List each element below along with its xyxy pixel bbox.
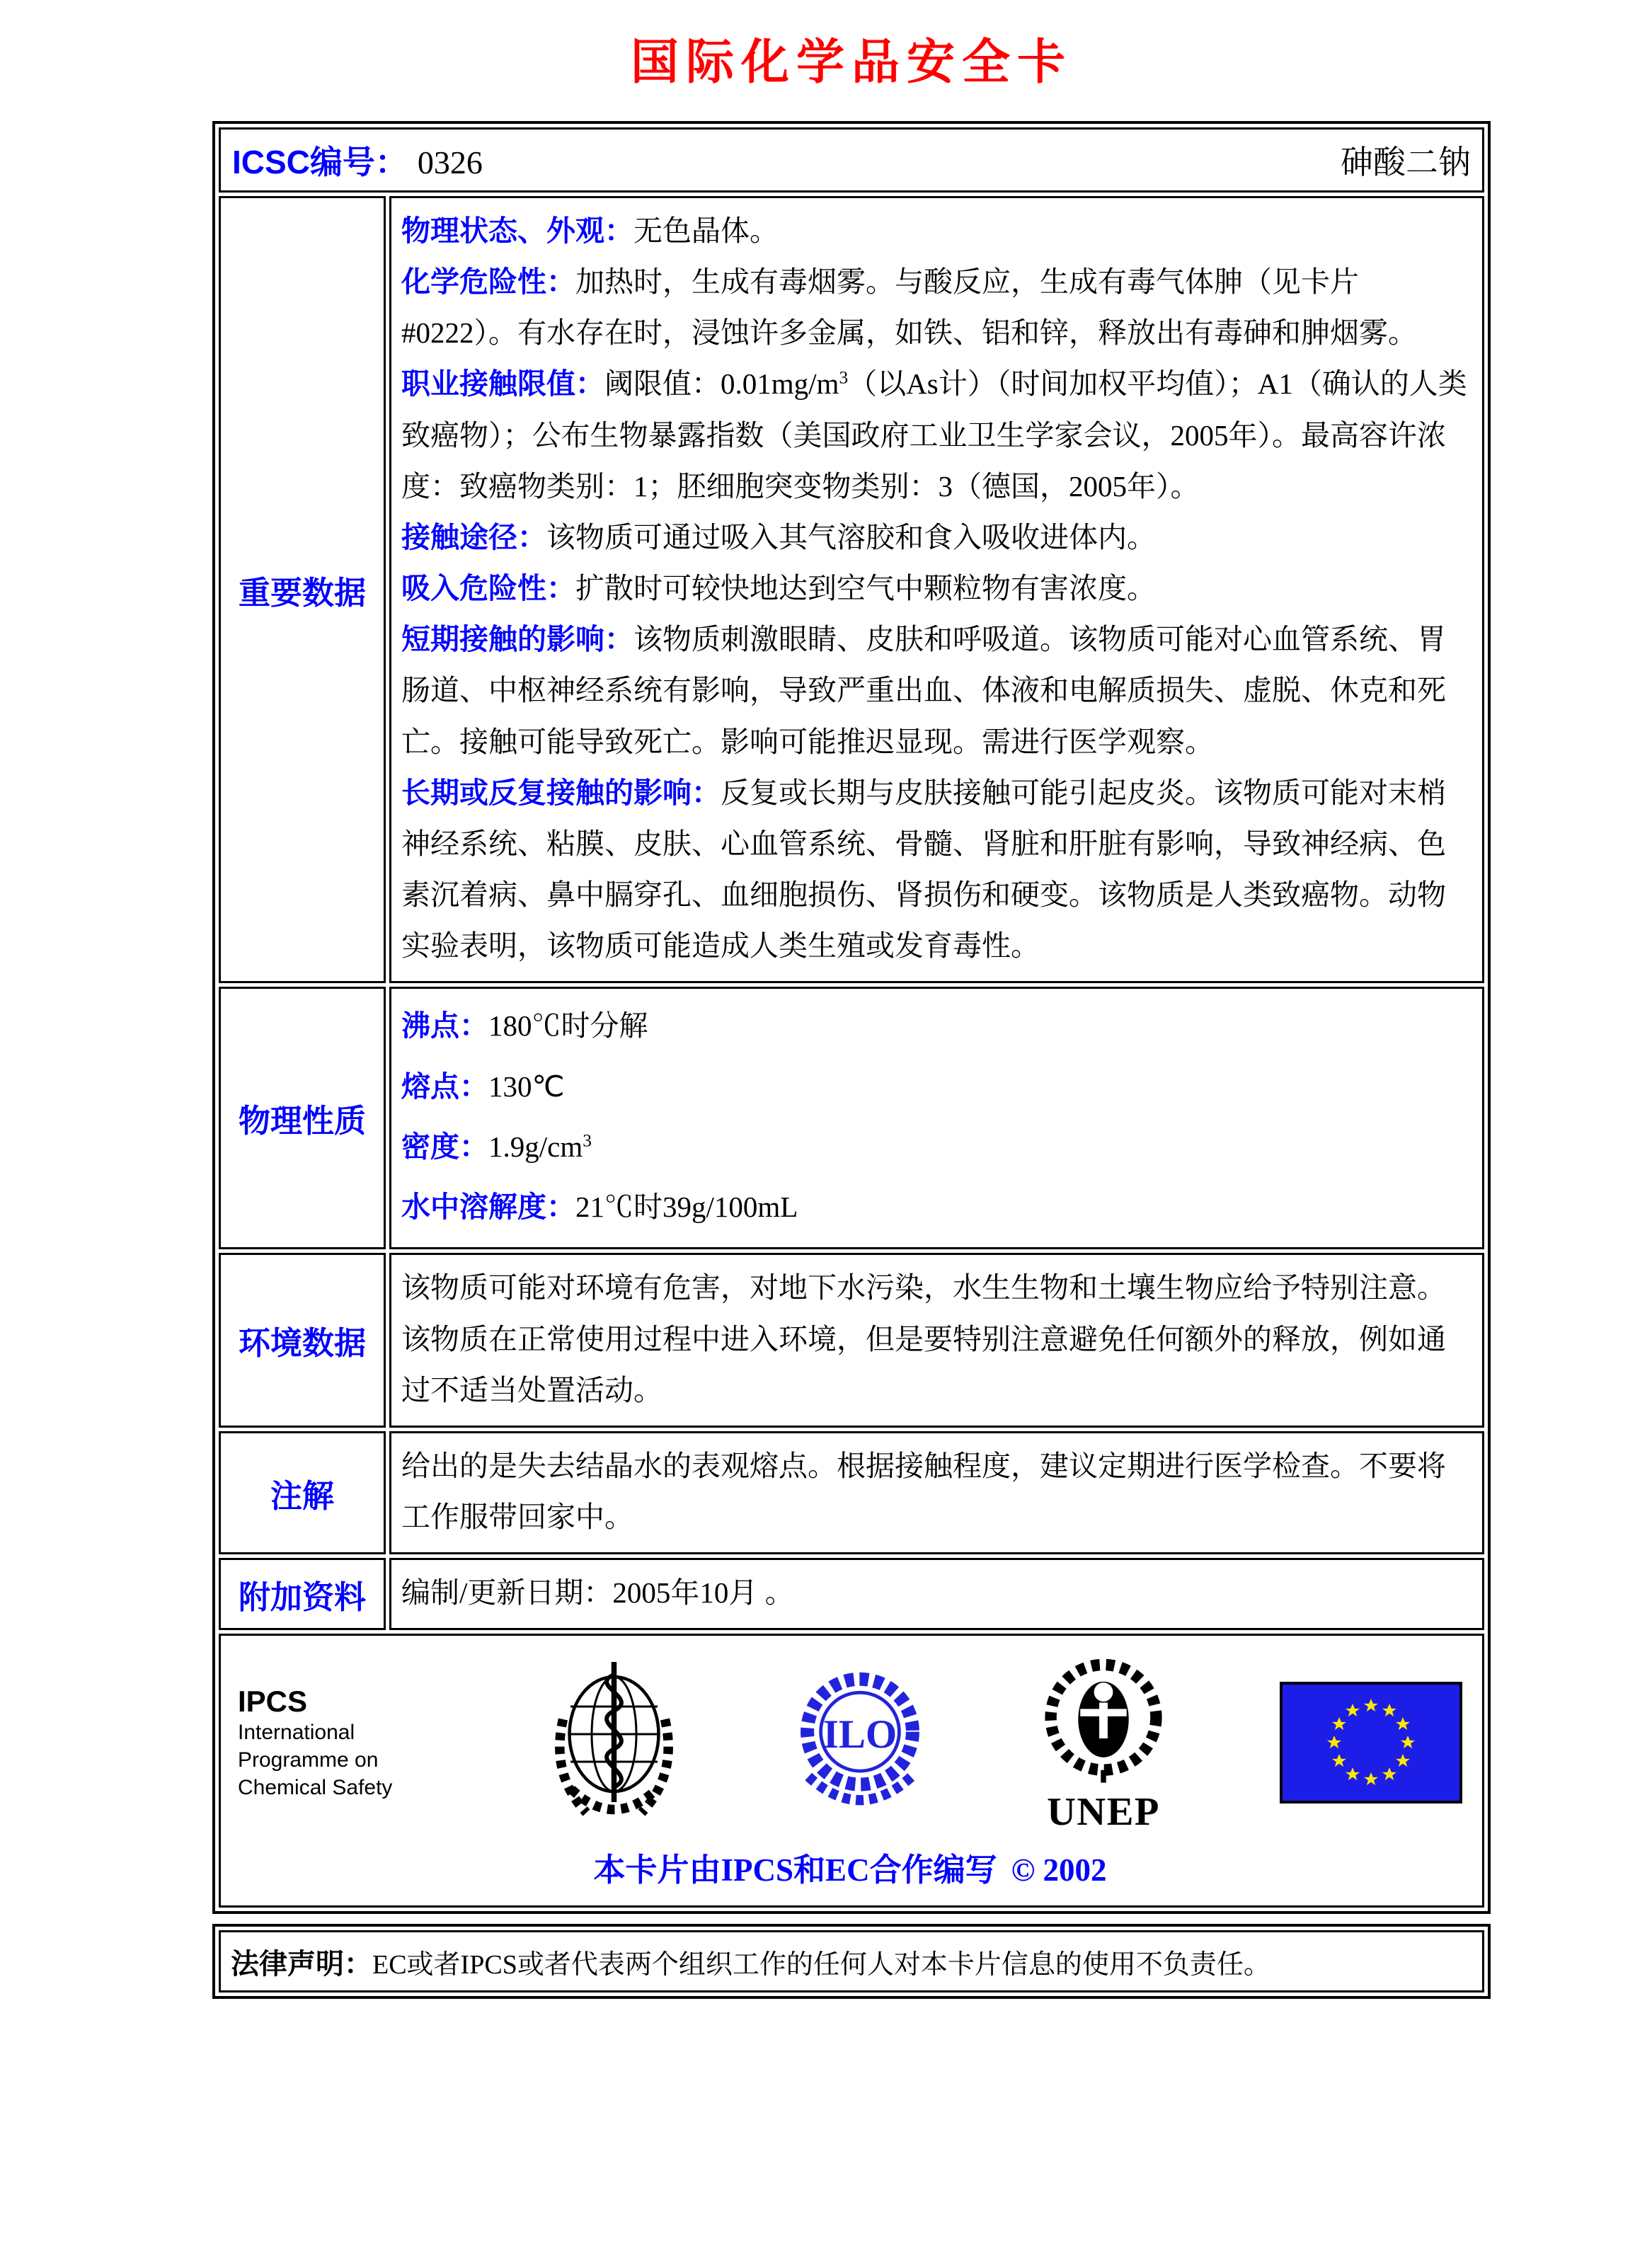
notes-text: 给出的是失去结晶水的表观熔点。根据接触程度，建议定期进行医学检查。不要将工作服带回家中。 bbox=[401, 1449, 1446, 1534]
environmental-data-row-label: 环境数据 bbox=[219, 1253, 386, 1427]
unep-caption: UNEP bbox=[1046, 1790, 1160, 1832]
icsc-main-table bbox=[212, 121, 1491, 1914]
logos-cell bbox=[219, 1634, 1484, 1908]
ipcs-text-block bbox=[238, 1685, 436, 1801]
icsc-number-value: 0326 bbox=[417, 144, 483, 180]
important-data-content bbox=[389, 196, 1484, 983]
physical-properties-row bbox=[219, 987, 1484, 1249]
short-term-effects-item: 短期接触的影响：该物质刺激眼睛、皮肤和呼吸道。该物质可能对心血管系统、胃肠道、中枢神经系统有影响，导致严重出血、体液和电解质损失、虚脱、休克和死亡。接触可能导致死亡。影响可能推迟显现。需进行医学观察。 bbox=[401, 623, 1446, 758]
inhalation-risk-item: 吸入危险性：扩散时可较快地达到空气中颗粒物有害浓度。 bbox=[401, 572, 1156, 605]
legal-label: 法律声明： bbox=[231, 1948, 372, 1980]
additional-info-row bbox=[219, 1558, 1484, 1630]
additional-info-row-label: 附加资料 bbox=[219, 1558, 386, 1630]
long-term-effects-item: 长期或反复接触的影响：反复或长期与皮肤接触可能引起皮炎。该物质可能对末梢神经系统、粘膜、皮肤、心血管系统、骨髓、肾脏和肝脏有影响，导致神经病、色素沉着病、鼻中膈穿孔、血细胞损伤、肾损伤和硬变。该物质是人类致癌物。动物实验表明，该物质可能造成人类生殖或发育毒性。 bbox=[401, 776, 1446, 963]
notes-content bbox=[389, 1431, 1484, 1554]
legal-text: EC或者IPCS或者代表两个组织工作的任何人对本卡片信息的使用不负责任。 bbox=[372, 1949, 1270, 1980]
water-solubility-item: 水中溶解度：21℃时39g/100mL bbox=[401, 1191, 798, 1224]
ipcs-subtitle: International Programme on Chemical Safety bbox=[238, 1720, 393, 1799]
logos-row bbox=[219, 1634, 1484, 1908]
physical-properties-content bbox=[389, 987, 1484, 1249]
eu-flag-icon bbox=[1280, 1682, 1462, 1804]
ilo-logo-icon bbox=[793, 1660, 927, 1826]
safety-card-page bbox=[212, 0, 1491, 1999]
additional-info-content bbox=[389, 1558, 1484, 1630]
copyright: © 2002 bbox=[1011, 1852, 1107, 1888]
notes-row-label: 注解 bbox=[219, 1431, 386, 1554]
ipcs-title: IPCS bbox=[238, 1684, 308, 1718]
legal-row bbox=[219, 1930, 1484, 1992]
exposure-routes-item: 接触途径：该物质可通过吸入其气溶胶和食入吸收进体内。 bbox=[401, 520, 1156, 554]
unep-logo-icon bbox=[1040, 1654, 1167, 1831]
header-cell bbox=[219, 127, 1484, 193]
additional-info-text: 编制/更新日期：2005年10月 。 bbox=[401, 1576, 794, 1610]
credit-text: 本卡片由IPCS和EC合作编写 bbox=[593, 1852, 997, 1888]
credit-line bbox=[238, 1844, 1462, 1890]
environmental-data-row bbox=[219, 1253, 1484, 1427]
who-logo-icon bbox=[549, 1658, 679, 1828]
environmental-data-text: 该物质可能对环境有危害，对地下水污染，水生生物和土壤生物应给予特别注意。该物质在正常使用过程中进入环境，但是要特别注意避免任何额外的释放，例如通过不适当处置活动。 bbox=[401, 1271, 1446, 1406]
physical-state-item: 物理状态、外观：无色晶体。 bbox=[401, 214, 779, 247]
important-data-row bbox=[219, 196, 1484, 983]
important-data-row-label: 重要数据 bbox=[219, 196, 386, 983]
icsc-number-group bbox=[232, 137, 483, 183]
boiling-point-item: 沸点：180℃时分解 bbox=[401, 1009, 648, 1043]
melting-point-item: 熔点：130℃ bbox=[401, 1070, 565, 1103]
chemical-name: 砷酸二钠 bbox=[1341, 144, 1471, 180]
chemical-danger-item: 化学危险性：加热时，生成有毒烟雾。与酸反应，生成有毒气体胂（见卡片#0222）。有水存在时，浸蚀许多金属，如铁、铝和锌，释放出有毒砷和胂烟雾。 bbox=[401, 265, 1417, 350]
page-title: 国际化学品安全卡 bbox=[630, 35, 1072, 89]
environmental-data-content bbox=[389, 1253, 1484, 1427]
legal-cell bbox=[219, 1930, 1484, 1992]
density-item: 密度：$1.9g/cm^3$ bbox=[401, 1130, 592, 1163]
legal-notice-table bbox=[212, 1924, 1491, 1999]
occupational-exposure-item: 职业接触限值：阈限值：$0.01mg/m^3$（以As计）（时间加权平均值）；A1（确认的人类致癌物）；公布生物暴露指数（美国政府工业卫生学家会议，2005年）。最高容许浓度：致癌物类别：1；胚细胞突变物类别：3（德国，2005年）。 bbox=[401, 367, 1467, 503]
notes-row bbox=[219, 1431, 1484, 1554]
ilo-monogram: ILO bbox=[822, 1711, 897, 1757]
icsc-number-label: ICSC编号： bbox=[232, 144, 408, 180]
physical-properties-row-label: 物理性质 bbox=[219, 987, 386, 1249]
header-row bbox=[219, 127, 1484, 193]
logo-strip bbox=[238, 1654, 1462, 1831]
